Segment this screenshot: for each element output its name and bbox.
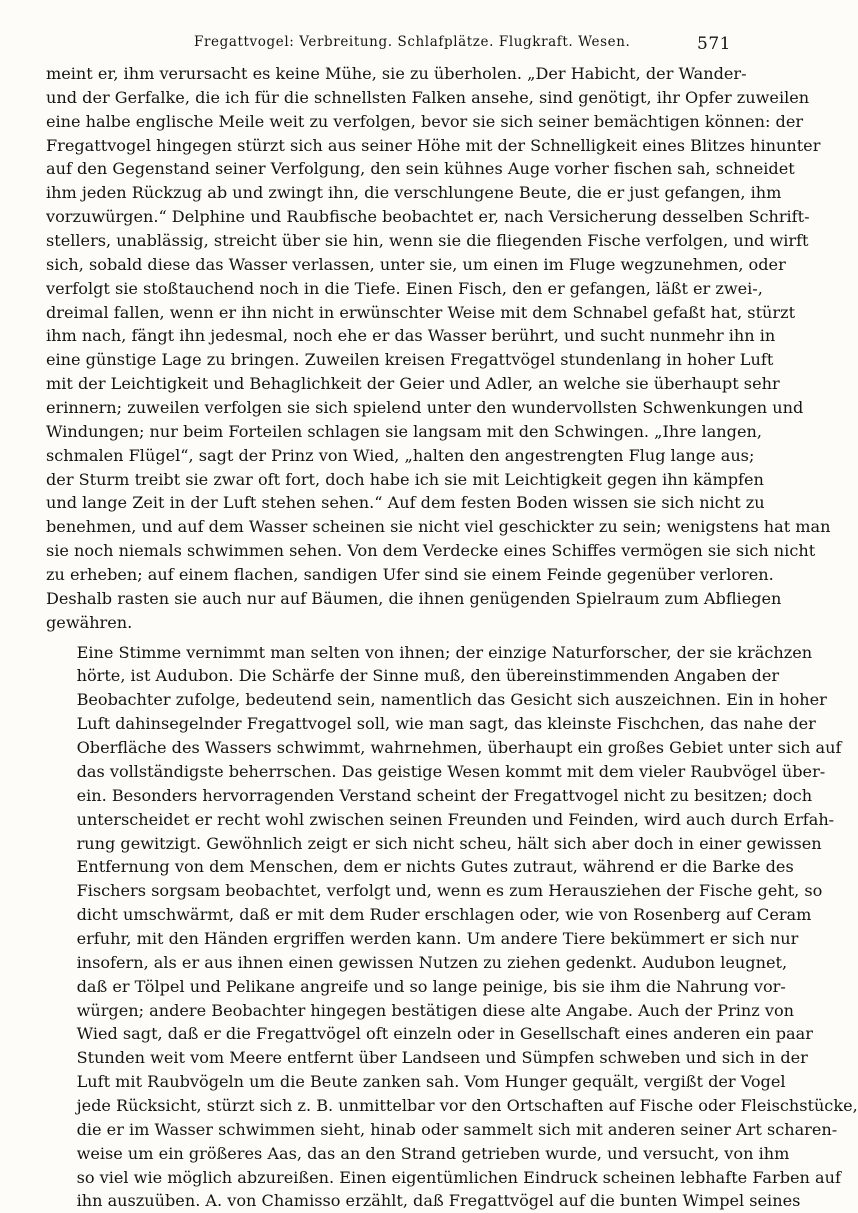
- text-line: hörte, ist Audubon. Die Schärfe der Sinne muß, den übereinstimmenden Angaben der: [76, 666, 780, 686]
- text-line: meint er, ihm verursacht es keine Mühe, sie zu überholen. „Der Habicht, der Wander-: [46, 64, 747, 83]
- text-line: dreimal fallen, wenn er ihn nicht in erwünschter Weise mit dem Schnabel gefaßt hat, stürzt: [46, 302, 796, 322]
- text-line: der Sturm treibt sie zwar oft fort, doch habe ich sie mit Leichtigkeit gegen ihn kämpfen: [46, 469, 764, 489]
- page-number: 571: [697, 34, 731, 54]
- text-line: sich, sobald diese das Wasser verlassen, unter sie, um einen im Fluge wegzunehmen, oder: [46, 254, 786, 274]
- text-line: ihm nach, fängt ihn jedesmal, noch ehe er das Wasser berührt, und sucht nunmehr ihn in: [46, 326, 776, 346]
- text-line: so viel wie möglich abzureißen. Einen eigentümlichen Eindruck scheinen lebhafte Farben auf: [76, 1167, 841, 1187]
- text-line: das vollständigste beherrschen. Das geistige Wesen kommt mit dem vieler Raubvögel über-: [76, 761, 826, 781]
- text-line: vorzuwürgen.“ Delphine und Raubfische beobachtet er, nach Versicherung desselben Schrift-: [46, 207, 810, 227]
- text-line: ihn auszuüben. A. von Chamisso erzählt, daß Fregattvögel auf die bunten Wimpel seines: [76, 1191, 801, 1211]
- text-line: erinnern; zuweilen verfolgen sie sich spielend unter den wundervollsten Schwenkungen und: [46, 398, 804, 418]
- text-line: daß er Tölpel und Pelikane angreife und so lange peinige, bis sie ihm die Nahrung vor-: [76, 976, 786, 996]
- text-line: gewähren.: [46, 612, 133, 632]
- text-line: insofern, als er aus ihnen einen gewissen Nutzen zu ziehen gedenkt. Audubon leugnet,: [76, 952, 788, 972]
- text-line: verfolgt sie stoßtauchend noch in die Tiefe. Einen Fisch, den er gefangen, läßt er zwei-,: [46, 278, 763, 298]
- text-line: stellers, unablässig, streicht über sie hin, wenn sie die fliegenden Fische verfolgen, und wirft: [46, 231, 809, 251]
- text-line: zu erheben; auf einem flachen, sandigen Ufer sind sie einem Feinde gegenüber verloren.: [46, 565, 774, 585]
- text-line: Eine Stimme vernimmt man selten von ihnen; der einzige Naturforscher, der sie krächzen: [76, 642, 813, 662]
- text-line: sie noch niemals schwimmen sehen. Von dem Verdecke eines Schiffes vermögen sie sich nicht: [46, 541, 816, 561]
- text-line: dicht umschwärmt, daß er mit dem Ruder erschlagen oder, wie von Rosenberg auf Ceram: [76, 905, 812, 925]
- text-line: Windungen; nur beim Forteilen schlagen sie langsam mit den Schwingen. „Ihre langen,: [46, 421, 762, 441]
- text-line: schmalen Flügel“, sagt der Prinz von Wied, „halten den angestrengten Flug lange aus;: [46, 445, 755, 465]
- page-header: [46, 28, 731, 62]
- text-line: erfuhr, mit den Händen ergriffen werden kann. Um andere Tiere bekümmert er sich nur: [76, 928, 799, 948]
- text-line: Fregattvogel hingegen stürzt sich aus seiner Höhe mit der Schnelligkeit eines Blitzes hinunter: [46, 135, 821, 155]
- text-line: mit der Leichtigkeit und Behaglichkeit der Geier und Adler, an welche sie überhaupt sehr: [46, 374, 780, 394]
- text-line: ihm jeden Rückzug ab und zwingt ihn, die verschlungene Beute, die er just gefangen, ihm: [46, 183, 782, 203]
- paragraph-1: [46, 62, 831, 635]
- text-line: rung gewitzigt. Gewöhnlich zeigt er sich nicht scheu, hält sich aber doch in einer gewissen: [76, 833, 822, 853]
- text-line: auf den Gegenstand seiner Verfolgung, den sein kühnes Auge vorher fischen sah, schneidet: [46, 159, 795, 179]
- text-line: Fischers sorgsam beobachtet, verfolgt und, wenn es zum Herausziehen der Fische geht, so: [76, 881, 823, 901]
- text-line: unterscheidet er recht wohl zwischen seinen Freunden und Feinden, wird auch durch Erfah-: [76, 809, 835, 829]
- text-line: würgen; andere Beobachter hingegen bestätigen diese alte Angabe. Auch der Prinz von: [76, 1000, 795, 1020]
- text-line: Wied sagt, daß er die Fregattvögel oft einzeln oder in Gesellschaft eines anderen ein paar: [76, 1024, 813, 1044]
- text-line: Entfernung von dem Menschen, dem er nichts Gutes zutraut, während er die Barke des: [76, 857, 794, 877]
- text-line: Stunden weit vom Meere entfernt über Landseen und Sümpfen schweben und sich in der: [76, 1048, 808, 1068]
- text-line: Luft dahinsegelnder Fregattvogel soll, wie man sagt, das kleinste Fischchen, das nahe der: [76, 714, 816, 734]
- text-line: und der Gerfalke, die ich für die schnellsten Falken ansehe, sind genötigt, ihr Opfer zuweilen: [46, 87, 810, 107]
- text-line: ein. Besonders hervorragenden Verstand scheint der Fregattvogel nicht zu besitzen; doch: [76, 785, 813, 805]
- text-line: die er im Wasser schwimmen sieht, hinab oder sammelt sich mit anderen seiner Art scharen-: [76, 1119, 838, 1139]
- body-text: [46, 62, 858, 1213]
- text-line: Oberfläche des Wassers schwimmt, wahrnehmen, überhaupt ein großes Gebiet unter sich auf: [76, 738, 842, 758]
- paragraph-2: [46, 641, 858, 1213]
- text-line: Luft mit Raubvögeln um die Beute zanken sah. Vom Hunger gequält, vergißt der Vogel: [76, 1072, 786, 1092]
- text-line: eine günstige Lage zu bringen. Zuweilen kreisen Fregattvögel stundenlang in hoher Luft: [46, 350, 774, 370]
- running-head: Fregattvogel: Verbreitung. Schlafplätze. Flugkraft. Wesen.: [194, 34, 631, 50]
- text-line: benehmen, und auf dem Wasser scheinen sie nicht viel geschickter zu sein; wenigstens hat man: [46, 517, 831, 537]
- text-line: und lange Zeit in der Luft stehen sehen.“ Auf dem festen Boden wissen sie sich nicht zu: [46, 493, 765, 513]
- text-line: Beobachter zufolge, bedeutend sein, namentlich das Gesicht sich auszeichnen. Ein in hoher: [76, 690, 827, 710]
- text-line: eine halbe englische Meile weit zu verfolgen, bevor sie sich seiner bemächtigen können: der: [46, 111, 804, 131]
- text-line: Deshalb rasten sie auch nur auf Bäumen, die ihnen genügenden Spielraum zum Abfliegen: [46, 588, 782, 608]
- text-line: jede Rücksicht, stürzt sich z. B. unmittelbar vor den Ortschaften auf Fische oder Fleischstücke,: [76, 1095, 858, 1115]
- text-line: weise um ein größeres Aas, das an den Strand getrieben wurde, und versucht, von ihm: [76, 1143, 790, 1163]
